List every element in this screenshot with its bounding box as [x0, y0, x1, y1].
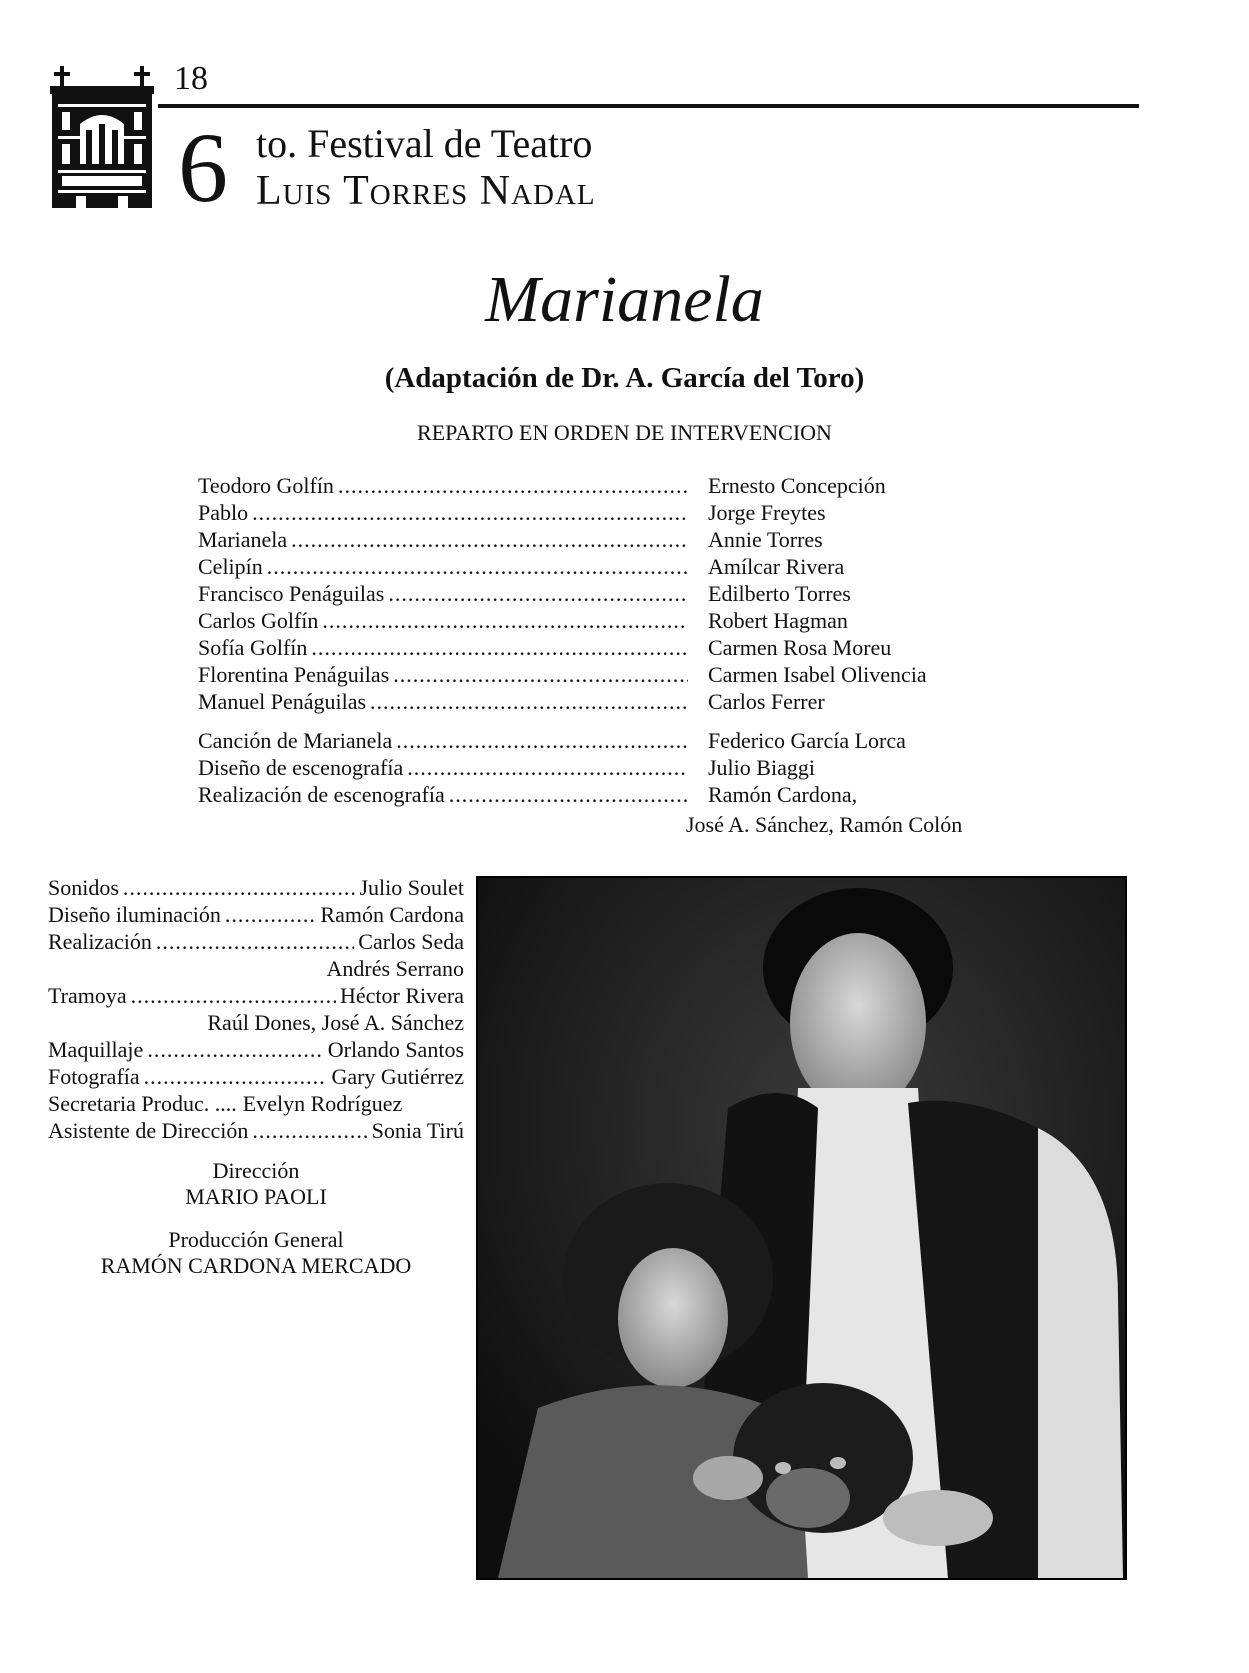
role-name: Teodoro Golfín	[198, 473, 334, 498]
cast-row	[198, 688, 1018, 715]
cast-row	[198, 499, 1018, 526]
cast-row	[198, 526, 1018, 553]
credit-value: Orlando Santos	[327, 1037, 464, 1062]
role-name: Sofía Golfín	[198, 635, 308, 660]
page-number: 18	[174, 60, 208, 97]
credit-value: Gary Gutiérrez	[331, 1064, 464, 1089]
credit-row	[48, 928, 464, 955]
person-name: Federico García Lorca	[708, 728, 906, 753]
cast-heading: REPARTO EN ORDEN DE INTERVENCION	[417, 420, 832, 445]
cast-photograph	[476, 876, 1127, 1580]
credit-value: Héctor Rivera	[340, 983, 464, 1008]
role-name: Celipín	[198, 554, 263, 579]
credit-label: Maquillaje	[48, 1037, 144, 1062]
actor-name: Ernesto Concepción	[708, 473, 886, 498]
festival-subtitle: Luis Torres Nadal	[256, 168, 596, 214]
role-name: Canción de Marianela	[198, 728, 393, 753]
direction-credit	[48, 1158, 464, 1210]
creative-row	[198, 781, 1018, 808]
actor-name: Annie Torres	[708, 527, 823, 552]
header-rule	[158, 104, 1139, 108]
actor-name: Amílcar Rivera	[708, 554, 845, 579]
credit-row	[48, 874, 464, 901]
cast-row	[198, 634, 1018, 661]
person-name: Julio Biaggi	[708, 755, 815, 780]
credit-row	[48, 901, 464, 928]
cast-list	[198, 472, 1018, 808]
actor-name: Robert Hagman	[708, 608, 848, 633]
direction-label: Dirección	[212, 1158, 300, 1183]
credit-row	[48, 1117, 464, 1144]
role-name: Florentina Penáguilas	[198, 662, 390, 687]
role-name: Manuel Penáguilas	[198, 689, 367, 714]
cast-row	[198, 472, 1018, 499]
production-label: Producción General	[168, 1227, 344, 1252]
role-name: Carlos Golfín	[198, 608, 319, 633]
role-name: Pablo	[198, 500, 249, 525]
role-name: Realización de escenografía	[198, 782, 445, 807]
creative-continuation: José A. Sánchez, Ramón Colón	[686, 812, 963, 837]
actor-name: Carmen Isabel Olivencia	[708, 662, 927, 687]
actor-name: Edilberto Torres	[708, 581, 851, 606]
festival-title: to. Festival de Teatro	[256, 121, 593, 166]
credit-label: Tramoya	[48, 983, 127, 1008]
credit-value: Julio Soulet	[359, 875, 464, 900]
creative-row	[198, 754, 1018, 781]
play-title: Marianela	[485, 263, 764, 336]
production-credit	[48, 1227, 464, 1279]
actor-name: Carmen Rosa Moreu	[708, 635, 892, 660]
role-name: Marianela	[198, 527, 288, 552]
credit-label: Sonidos	[48, 875, 119, 900]
cast-row	[198, 580, 1018, 607]
actor-name: Carlos Ferrer	[708, 689, 825, 714]
credit-continuation: Andrés Serrano	[326, 956, 464, 981]
festival-number: 6	[178, 112, 228, 223]
credit-label: Fotografía	[48, 1064, 140, 1089]
creative-row	[198, 727, 1018, 754]
theatre-building-logo	[46, 58, 158, 214]
credit-value: Carlos Seda	[358, 929, 464, 954]
adaptation-credit: (Adaptación de Dr. A. García del Toro)	[384, 362, 865, 394]
cast-row	[198, 553, 1018, 580]
cast-row	[198, 661, 1018, 688]
credit-value: Ramón Cardona	[320, 902, 464, 927]
cast-row	[198, 607, 1018, 634]
credit-value: Sonia Tirú	[371, 1118, 464, 1143]
credit-label: Realización	[48, 929, 152, 954]
credit-label: Asistente de Dirección	[48, 1118, 249, 1143]
technical-credits	[48, 874, 464, 1144]
credit-continuation: Raúl Dones, José A. Sánchez	[207, 1010, 464, 1035]
role-name: Francisco Penáguilas	[198, 581, 385, 606]
credit-row	[48, 1090, 464, 1117]
credit-value: Evelyn Rodríguez	[242, 1091, 403, 1116]
actor-name: Jorge Freytes	[708, 500, 826, 525]
credit-label: Diseño iluminación	[48, 902, 221, 927]
producer-name: RAMÓN CARDONA MERCADO	[100, 1253, 412, 1278]
credit-label: Secretaria Produc. ....	[48, 1091, 237, 1116]
credit-row	[48, 982, 464, 1009]
role-name: Diseño de escenografía	[198, 755, 404, 780]
director-name: MARIO PAOLI	[185, 1184, 327, 1209]
credit-row	[48, 1036, 464, 1063]
person-name: Ramón Cardona,	[708, 782, 858, 807]
credit-row	[48, 1063, 464, 1090]
